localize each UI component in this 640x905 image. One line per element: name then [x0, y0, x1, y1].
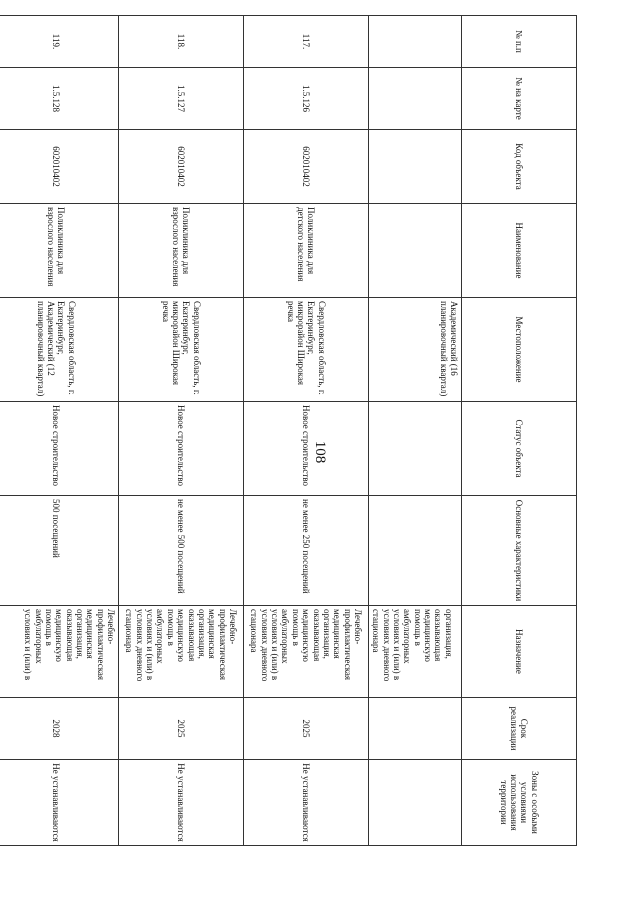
page-number: 108: [312, 440, 328, 464]
cell-num: 118.: [119, 16, 244, 68]
table-container: [23, 15, 577, 845]
cell-status: [369, 402, 462, 496]
cell-map-no: 1.5.127: [119, 68, 244, 130]
cell-term: 2025: [119, 698, 244, 760]
header-characteristics: Основные характеристики: [462, 496, 577, 606]
cell-location: Свердловская область, г. Екатеринбург, микрорайон Широкая речка: [244, 298, 369, 402]
cell-purpose: Лечебно-профилактическая медицинская организация, оказывающая медицинскую помощь в амбулаторных условиях и (или) в: [0, 606, 119, 698]
cell-code: 602010402: [119, 130, 244, 204]
cell-num: [369, 16, 462, 68]
cell-status: Новое строительство: [244, 402, 369, 496]
cell-num: 119.: [0, 16, 119, 68]
table-header-row: [462, 16, 577, 846]
cell-num: 117.: [244, 16, 369, 68]
cell-characteristics: 500 посещений: [0, 496, 119, 606]
cell-term: [369, 698, 462, 760]
header-status: Статус объекта: [462, 402, 577, 496]
rotated-table-frame: [23, 15, 577, 845]
header-num: № п.п: [462, 16, 577, 68]
header-code: Код объекта: [462, 130, 577, 204]
cell-location: Свердловская область, г. Екатеринбург, Академический (12 планировочный квартал): [0, 298, 119, 402]
table-row: [244, 16, 369, 846]
cell-zones: [369, 760, 462, 846]
cell-purpose: Лечебно-профилактическая медицинская организация, оказывающая медицинскую помощь в амбулаторных условиях и (или) в условиях дневного стационара: [119, 606, 244, 698]
cell-status: Новое строительство: [0, 402, 119, 496]
cell-characteristics: не менее 500 посещений: [119, 496, 244, 606]
cell-status: Новое строительство: [119, 402, 244, 496]
cell-location: Академический (16 планировочный квартал): [369, 298, 462, 402]
cell-code: 602010402: [244, 130, 369, 204]
cell-name: Поликлиника для детского населения: [244, 204, 369, 298]
cell-purpose: организация, оказывающая медицинскую помощь в амбулаторных условиях и (или) в условиях дневного стационара: [369, 606, 462, 698]
cell-characteristics: не менее 250 посещений: [244, 496, 369, 606]
cell-purpose: Лечебно-профилактическая медицинская организация, оказывающая медицинскую помощь в амбулаторных условиях и (или) в условиях дневного стационара: [244, 606, 369, 698]
table-row: [0, 16, 119, 846]
objects-table: [0, 15, 577, 846]
cell-name: [369, 204, 462, 298]
header-map-no: № на карте: [462, 68, 577, 130]
cell-code: [369, 130, 462, 204]
cell-map-no: 1.5.126: [244, 68, 369, 130]
header-name: Наименование: [462, 204, 577, 298]
header-purpose: Назначение: [462, 606, 577, 698]
table-row: [119, 16, 244, 846]
cell-map-no: 1.5.128: [0, 68, 119, 130]
header-zones: Зоны с особыми условиями использования территории: [462, 760, 577, 846]
cell-zones: Не устанавливаются: [0, 760, 119, 846]
cell-location: Свердловская область, г. Екатеринбург, микрорайон Широкая речка: [119, 298, 244, 402]
cell-zones: Не устанавливаются: [244, 760, 369, 846]
cell-term: 2025: [244, 698, 369, 760]
header-term: Срок реализации: [462, 698, 577, 760]
cell-code: 602010402: [0, 130, 119, 204]
table-row-continuation: [369, 16, 462, 846]
cell-map-no: [369, 68, 462, 130]
header-location: Местоположение: [462, 298, 577, 402]
cell-characteristics: [369, 496, 462, 606]
cell-name: Поликлиника для взрослого населения: [0, 204, 119, 298]
cell-term: 2028: [0, 698, 119, 760]
cell-zones: Не устанавливаются: [119, 760, 244, 846]
cell-name: Поликлиника для взрослого населения: [119, 204, 244, 298]
